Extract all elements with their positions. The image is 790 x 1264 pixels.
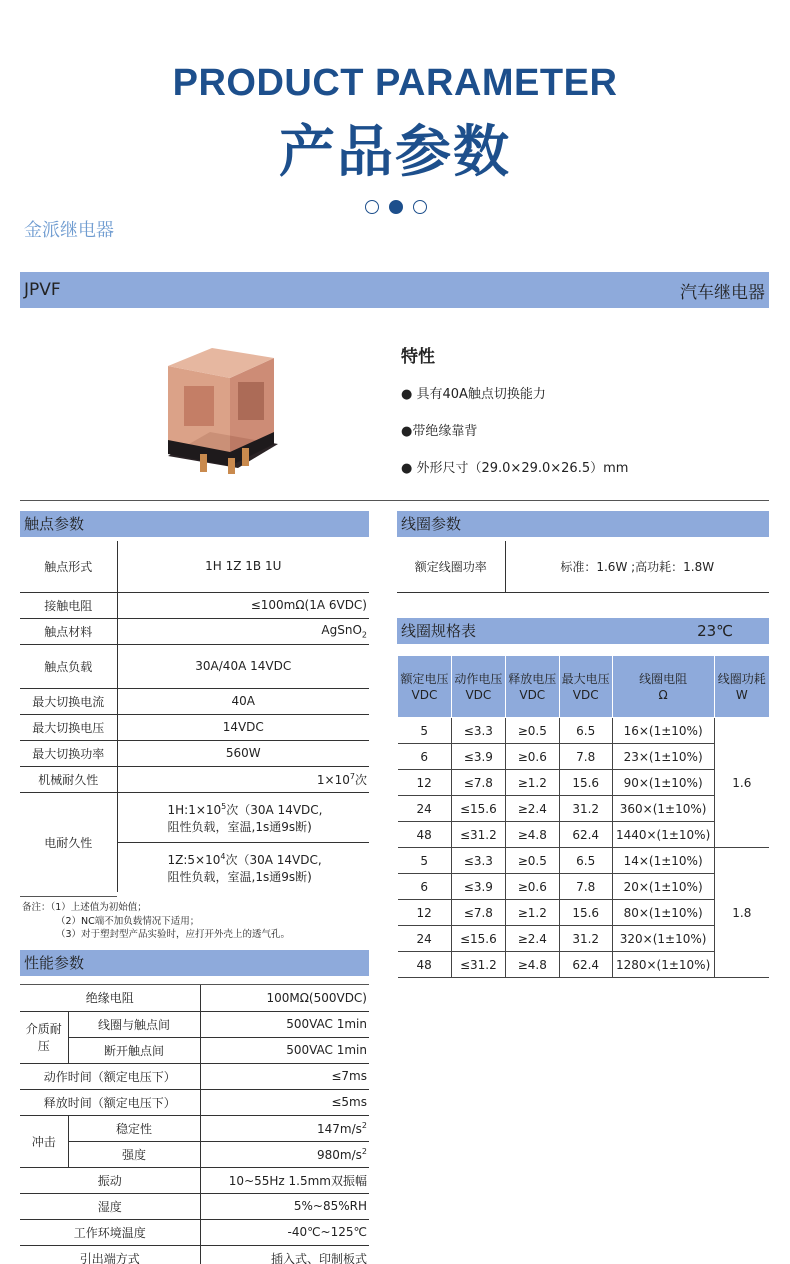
table-cell: ≥1.2	[505, 900, 559, 926]
table-cell: 15.6	[559, 900, 612, 926]
notes	[22, 901, 290, 942]
perf-label: 强度	[68, 1141, 200, 1167]
table-cell: 1280×(1±10%)	[612, 952, 714, 978]
table-cell: ≥2.4	[505, 796, 559, 822]
perf-group-label: 介质耐压	[20, 1011, 68, 1063]
perf-label: 释放时间（额定电压下）	[20, 1089, 200, 1115]
table-row	[20, 541, 369, 592]
table-row	[398, 952, 770, 978]
table-row	[20, 1219, 369, 1245]
model-name: JPVF	[24, 280, 61, 300]
table-cell: ≤7.8	[451, 900, 505, 926]
table-cell: 48	[398, 952, 452, 978]
coil-power-cell: 1.6	[714, 718, 769, 848]
perf-label: 动作时间（额定电压下）	[20, 1063, 200, 1089]
table-cell: ≤15.6	[451, 926, 505, 952]
perf-value: -40℃~125℃	[200, 1219, 369, 1245]
perf-group-label: 冲击	[20, 1115, 68, 1167]
coil-section-bar	[397, 511, 769, 537]
table-cell: ≤3.3	[451, 848, 505, 874]
table-cell: ≥4.8	[505, 822, 559, 848]
perf-value: ≤7ms	[200, 1063, 369, 1089]
table-cell: ≤3.9	[451, 874, 505, 900]
table-cell: ≥1.2	[505, 770, 559, 796]
table-cell: 80×(1±10%)	[612, 900, 714, 926]
perf-value: 10~55Hz 1.5mm双振幅	[200, 1167, 369, 1193]
table-cell: 5	[398, 848, 452, 874]
coil-power-table	[397, 541, 769, 593]
table-cell: 12	[398, 770, 452, 796]
table-cell: 62.4	[559, 952, 612, 978]
table-cell: 20×(1±10%)	[612, 874, 714, 900]
table-row	[398, 926, 770, 952]
coil-spec-table	[397, 655, 769, 978]
table-cell: ≥0.5	[505, 718, 559, 744]
product-title-bar	[20, 272, 769, 308]
table-cell: 6.5	[559, 718, 612, 744]
table-cell: 15.6	[559, 770, 612, 796]
table-cell: 24	[398, 796, 452, 822]
table-row	[20, 1063, 369, 1089]
table-cell: 7.8	[559, 744, 612, 770]
carousel-dot-3[interactable]	[413, 200, 427, 214]
contact-value: 1H 1Z 1B 1U	[117, 541, 369, 592]
table-cell: ≥0.6	[505, 744, 559, 770]
table-row	[20, 1089, 369, 1115]
perf-label: 引出端方式	[20, 1245, 200, 1264]
table-row	[20, 1193, 369, 1219]
table-cell: 16×(1±10%)	[612, 718, 714, 744]
contact-value: 40A	[117, 688, 369, 714]
table-cell: 320×(1±10%)	[612, 926, 714, 952]
perf-value: 5%~85%RH	[200, 1193, 369, 1219]
brand-name: 金派继电器	[24, 220, 114, 241]
perf-value: ≤5ms	[200, 1089, 369, 1115]
table-cell: 6.5	[559, 848, 612, 874]
feature-item: ● 具有40A触点切换能力	[401, 387, 546, 402]
relay-photo	[160, 336, 280, 476]
note-line: （2）NC端不加负载情况下适用；	[56, 915, 200, 927]
table-cell: 48	[398, 822, 452, 848]
coil-spec-bar	[397, 618, 769, 644]
contact-label: 接触电阻	[20, 592, 117, 618]
table-row	[20, 1245, 369, 1264]
perf-value: $147m/s^2$	[200, 1115, 369, 1141]
contact-value: 560W	[117, 740, 369, 766]
carousel-dots[interactable]	[365, 200, 427, 214]
perf-value: 500VAC 1min	[200, 1011, 369, 1037]
table-row	[20, 985, 369, 1011]
table-row	[398, 744, 770, 770]
perf-value: 插入式、印制板式	[200, 1245, 369, 1264]
column-header: 释放电压 VDC	[505, 656, 559, 718]
table-row	[20, 688, 369, 714]
perf-label: 工作环境温度	[20, 1219, 200, 1245]
table-row	[398, 822, 770, 848]
table-row	[20, 1141, 369, 1167]
table-cell: 62.4	[559, 822, 612, 848]
elec-life-label: 电耐久性	[20, 792, 117, 892]
table-cell: ≥0.5	[505, 848, 559, 874]
divider	[20, 896, 117, 897]
contact-value: 14VDC	[117, 714, 369, 740]
contact-value: $1\times 10^7$次	[117, 766, 369, 792]
performance-section-bar	[20, 950, 369, 976]
performance-title: 性能参数	[24, 954, 85, 972]
table-cell: ≤7.8	[451, 770, 505, 796]
table-cell: 360×(1±10%)	[612, 796, 714, 822]
coil-power-cell: 1.8	[714, 848, 769, 978]
note-line: （3）对于塑封型产品实验时，应打开外壳上的透气孔。	[56, 929, 291, 940]
table-row	[20, 618, 369, 644]
table-row	[20, 766, 369, 792]
table-cell: ≤31.2	[451, 822, 505, 848]
table-cell: 1440×(1±10%)	[612, 822, 714, 848]
perf-label: 断开触点间	[68, 1037, 200, 1063]
table-cell: 6	[398, 744, 452, 770]
table-cell: ≥0.6	[505, 874, 559, 900]
perf-label: 振动	[20, 1167, 200, 1193]
contact-label: 机械耐久性	[20, 766, 117, 792]
contact-title: 触点参数	[24, 515, 85, 533]
table-cell: 5	[398, 718, 452, 744]
perf-label: 绝缘电阻	[20, 985, 200, 1011]
column-header: 额定电压 VDC	[398, 656, 452, 718]
table-row	[20, 792, 369, 842]
table-row	[398, 874, 770, 900]
coil-title: 线圈参数	[401, 515, 462, 533]
column-header: 线圈电阻 Ω	[612, 656, 714, 718]
contact-label: 触点材料	[20, 618, 117, 644]
contact-label: 触点形式	[20, 541, 117, 592]
table-cell: ≤31.2	[451, 952, 505, 978]
column-header: 动作电压 VDC	[451, 656, 505, 718]
coil-power-value: 标准：1.6W ;高功耗：1.8W	[505, 541, 769, 592]
table-row	[398, 718, 770, 744]
table-row	[20, 1011, 369, 1037]
product-category: 汽车继电器	[680, 282, 765, 303]
table-cell: ≤15.6	[451, 796, 505, 822]
note-line: 备注：（1）上述值为初始值；	[22, 902, 147, 913]
table-cell: 6	[398, 874, 452, 900]
table-cell: ≤3.3	[451, 718, 505, 744]
contact-label: 最大切换电流	[20, 688, 117, 714]
contact-label: 触点负载	[20, 644, 117, 688]
table-cell: 31.2	[559, 796, 612, 822]
table-cell: 31.2	[559, 926, 612, 952]
table-cell: 90×(1±10%)	[612, 770, 714, 796]
performance-table	[20, 985, 369, 1264]
table-row	[20, 644, 369, 688]
perf-value: 500VAC 1min	[200, 1037, 369, 1063]
carousel-dot-2[interactable]	[389, 200, 403, 214]
table-cell: ≤3.9	[451, 744, 505, 770]
feature-item: ●带绝缘靠背	[401, 424, 478, 439]
table-cell: 23×(1±10%)	[612, 744, 714, 770]
table-cell: 7.8	[559, 874, 612, 900]
perf-label: 湿度	[20, 1193, 200, 1219]
table-row	[20, 1167, 369, 1193]
table-row	[20, 1115, 369, 1141]
column-header: 最大电压 VDC	[559, 656, 612, 718]
table-cell: ≥4.8	[505, 952, 559, 978]
carousel-dot-1[interactable]	[365, 200, 379, 214]
table-cell: 12	[398, 900, 452, 926]
table-cell: 14×(1±10%)	[612, 848, 714, 874]
divider	[20, 500, 769, 501]
table-row	[398, 848, 770, 874]
elec-life-1z: $1Z:5\times 10^4$次（30A 14VDC, 阻性负载，室温,1s通9s断)	[167, 852, 322, 885]
table-header-row	[398, 656, 770, 718]
perf-value: 100MΩ(500VDC)	[200, 985, 369, 1011]
coil-spec-title: 线圈规格表	[401, 622, 477, 640]
table-row	[398, 796, 770, 822]
table-row	[397, 541, 769, 592]
title-english: PRODUCT PARAMETER	[172, 62, 618, 104]
contact-value: AgSnO$_2$	[117, 618, 369, 644]
contact-label: 最大切换功率	[20, 740, 117, 766]
perf-label: 稳定性	[68, 1115, 200, 1141]
column-header: 线圈功耗 W	[714, 656, 769, 718]
contact-value: 30A/40A 14VDC	[117, 644, 369, 688]
title-chinese: 产品参数	[279, 120, 511, 185]
perf-label: 线圈与触点间	[68, 1011, 200, 1037]
table-row	[398, 900, 770, 926]
contact-section-bar	[20, 511, 369, 537]
table-row	[20, 592, 369, 618]
table-row	[398, 770, 770, 796]
contact-value: ≤100mΩ(1A 6VDC)	[117, 592, 369, 618]
contact-label: 最大切换电压	[20, 714, 117, 740]
table-row	[20, 1037, 369, 1063]
coil-spec-temp: 23℃	[697, 622, 733, 640]
features-title: 特性	[401, 347, 435, 367]
contact-table	[20, 541, 369, 892]
table-cell: 24	[398, 926, 452, 952]
perf-value: $980m/s^2$	[200, 1141, 369, 1167]
table-cell: ≥2.4	[505, 926, 559, 952]
table-row	[20, 740, 369, 766]
feature-item: ● 外形尺寸（29.0×29.0×26.5）mm	[401, 461, 629, 476]
elec-life-1h: $1H:1\times 10^5$次（30A 14VDC, 阻性负载，室温,1s通9s断)	[117, 792, 369, 842]
table-row	[20, 714, 369, 740]
coil-power-label: 额定线圈功率	[397, 541, 505, 592]
